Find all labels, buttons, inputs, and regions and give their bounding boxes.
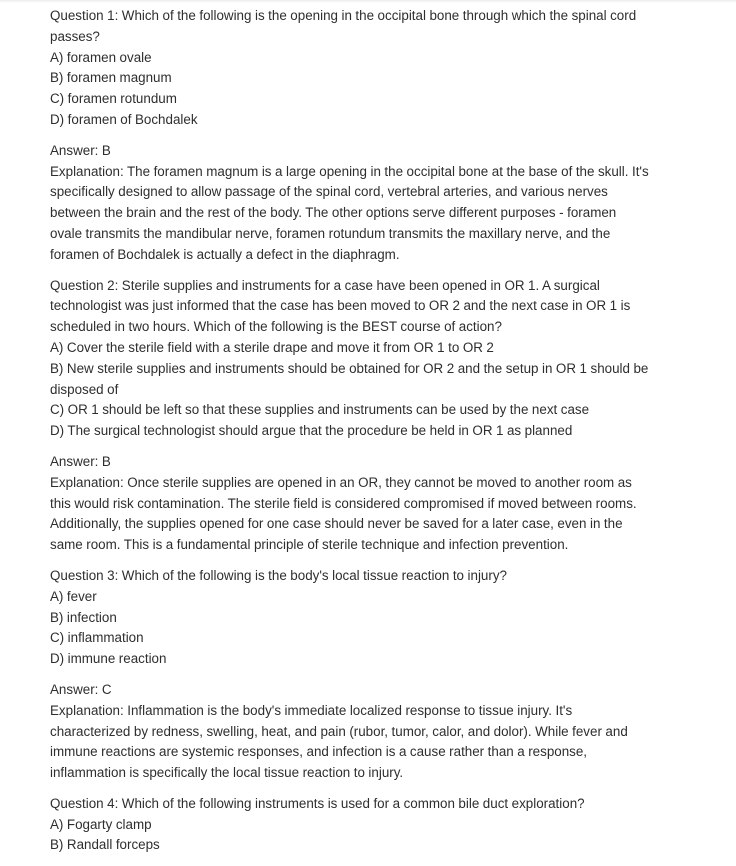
question-text: Question 3: Which of the following is the body's local tissue reaction to injury? [50,567,507,583]
answer-text: Answer: C [50,681,112,697]
explanation-text: Explanation: The foramen magnum is a large opening in the occipital bone at the base of the skull. It's specifically designed to allow passage of the spinal cord, vertebral arteries, and various nerves between the brain and the rest of the body. The other options serve different purposes - foramen ovale transmits the mandibular nerve, foramen rotundum transmits the maxillary nerve, and the foramen of Bochdalek is actually a defect in the diaphragm. [50,163,649,262]
top-edge-shadow [0,0,736,3]
option-d: D) foramen of Bochdalek [50,111,198,127]
question-text: Question 4: Which of the following instruments is used for a common bile duct exploration? [50,795,585,811]
question-block-1 [50,6,650,131]
option-a: A) Fogarty clamp [50,816,152,832]
option-b: B) infection [50,609,117,625]
explanation-text: Explanation: Inflammation is the body's immediate localized response to tissue injury. It's characterized by redness, swelling, heat, and pain (rubor, tumor, calor, and dolor). While fever and immune reactions are systemic responses, and infection is a cause rather than a response, inflammation is specifically the local tissue reaction to injury. [50,702,628,781]
answer-block-3 [50,680,650,784]
option-c: C) OR 1 should be left so that these supplies and instruments can be used by the next case [50,402,590,418]
answer-text: Answer: B [50,142,111,158]
option-b: B) Randall forceps [50,837,160,853]
question-text: Question 1: Which of the following is the opening in the occipital bone through which the spinal cord passes? [50,8,637,44]
option-b: B) New sterile supplies and instruments should be obtained for OR 2 and the setup in OR 1 should be disposed of [50,360,649,397]
question-block-3 [50,566,650,670]
explanation-text: Explanation: Once sterile supplies are opened in an OR, they cannot be moved to another room as this would risk contamination. The sterile field is considered compromised if moved between rooms. Additionally, the supplies opened for one case should never be saved for a later case, even in the same room. This is a fundamental principle of sterile technique and infection prevention. [50,474,637,553]
option-c: C) inflammation [50,630,144,646]
option-a: A) fever [50,588,97,604]
question-text: Question 2: Sterile supplies and instruments for a case have been opened in OR 1. A surgical technologist was just informed that the case has been moved to OR 2 and the next case in OR 1 is scheduled in two hours. Which of the following is the BEST course of action? [50,277,631,335]
option-a: A) Cover the sterile field with a sterile drape and move it from OR 1 to OR 2 [50,339,494,355]
quiz-document [50,6,650,866]
answer-block-2 [50,452,650,556]
option-d: D) The surgical technologist should argue that the procedure be held in OR 1 as planned [50,423,573,439]
answer-text: Answer: B [50,453,111,469]
option-c: C) foramen rotundum [50,91,177,107]
option-d: D) immune reaction [50,651,167,667]
option-b: B) foramen magnum [50,70,172,86]
answer-block-1 [50,141,650,266]
question-block-2 [50,276,650,442]
option-a: A) foramen ovale [50,49,152,65]
